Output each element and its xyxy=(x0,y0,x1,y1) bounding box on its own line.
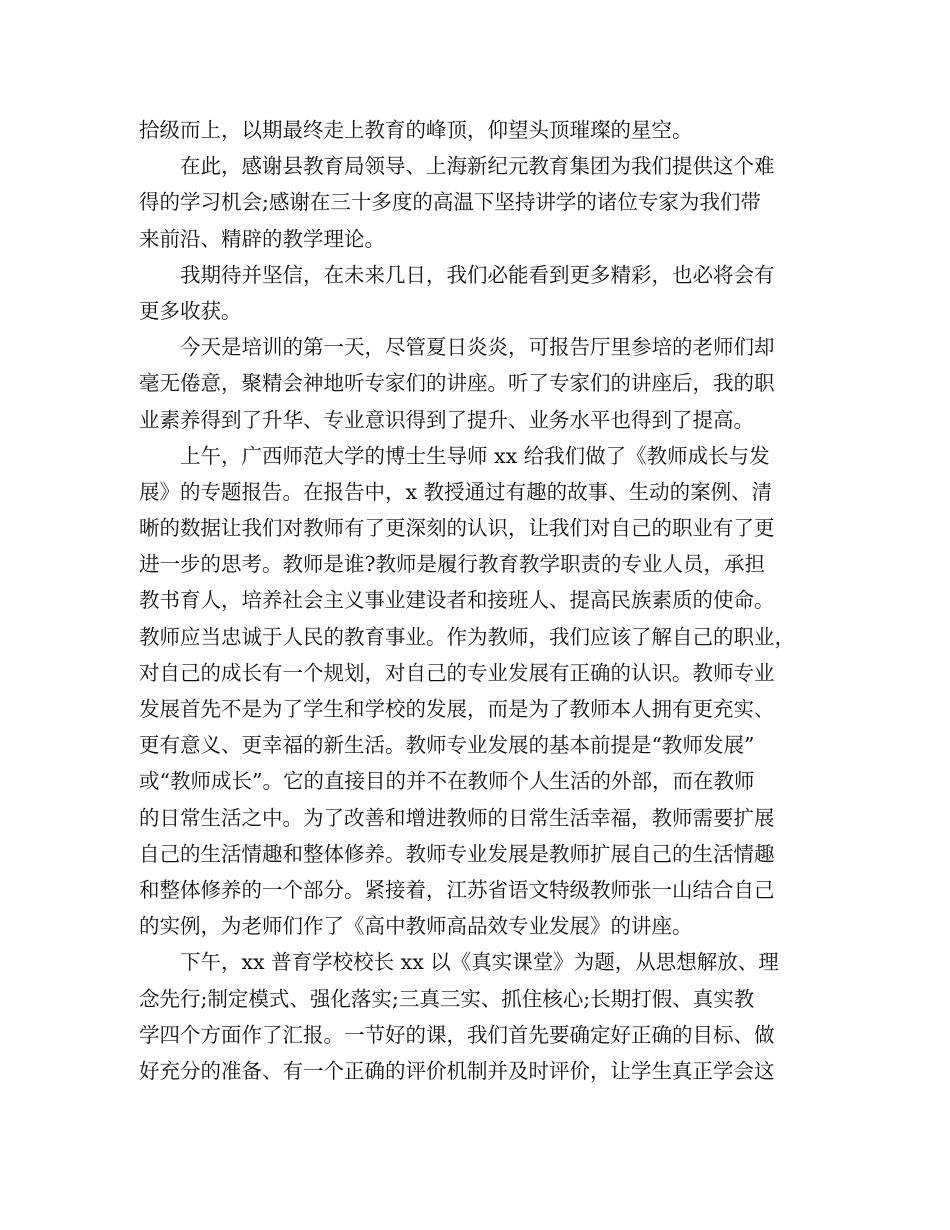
text-line: 学四个方面作了汇报。一节好的课，我们首先要确定好正确的目标、做 xyxy=(139,1022,775,1047)
text-line: 教书育人，培养社会主义事业建设者和接班人、提高民族素质的使命。 xyxy=(139,588,775,613)
document-body xyxy=(139,112,819,1089)
text-line: 毫无倦意，聚精会神地听专家们的讲座。听了专家们的讲座后，我的职 xyxy=(139,371,775,396)
paragraph-first-line: 在此，感谢县教育局领导、上海新纪元教育集团为我们提供这个难 xyxy=(180,154,775,179)
text-line: 更多收获。 xyxy=(139,298,242,323)
paragraph-first-line: 今天是培训的第一天，尽管夏日炎炎，可报告厅里参培的老师们却 xyxy=(180,335,775,360)
text-line: 好充分的准备、有一个正确的评价机制并及时评价，让学生真正学会这 xyxy=(139,1058,775,1083)
text-line: 念先行;制定模式、强化落实;三真三实、抓住核心;长期打假、真实教 xyxy=(139,986,755,1011)
text-line: 业素养得到了升华、专业意识得到了提升、业务水平也得到了提高。 xyxy=(139,407,754,432)
text-line: 进一步的思考。教师是谁?教师是履行教育教学职责的专业人员，承担 xyxy=(139,552,765,577)
text-line: 的日常生活之中。为了改善和增进教师的日常生活幸福，教师需要扩展 xyxy=(139,805,775,830)
text-line: 晰的数据让我们对教师有了更深刻的认识，让我们对自己的职业有了更 xyxy=(139,516,775,541)
text-line: 自己的生活情趣和整体修养。教师专业发展是教师扩展自己的生活情趣 xyxy=(139,841,775,866)
text-line: 展》的专题报告。在报告中，x 教授通过有趣的故事、生动的案例、清 xyxy=(139,479,773,504)
paragraph-first-line: 下午，xx 普育学校校长 xx 以《真实课堂》为题，从思想解放、理 xyxy=(180,950,779,975)
text-line: 或“教师成长”。它的直接目的并不在教师个人生活的外部，而在教师 xyxy=(139,769,755,794)
text-line: 来前沿、精辟的教学理论。 xyxy=(139,226,385,251)
paragraph-first-line: 上午，广西师范大学的博士生导师 xx 给我们做了《教师成长与发 xyxy=(180,443,770,468)
text-line: 和整体修养的一个部分。紧接着，江苏省语文特级教师张一山结合自己 xyxy=(139,877,775,902)
text-line: 的实例，为老师们作了《高中教师高品效专业发展》的讲座。 xyxy=(139,914,693,939)
text-line: 教师应当忠诚于人民的教育事业。作为教师，我们应该了解自己的职业， xyxy=(139,624,795,649)
text-line: 对自己的成长有一个规划，对自己的专业发展有正确的认识。教师专业 xyxy=(139,660,775,685)
text-line: 得的学习机会;感谢在三十多度的高温下坚持讲学的诸位专家为我们带 xyxy=(139,190,761,215)
text-line: 拾级而上，以期最终走上教育的峰顶，仰望头顶璀璨的星空。 xyxy=(139,118,693,142)
text-line: 更有意义、更幸福的新生活。教师专业发展的基本前提是“教师发展” xyxy=(139,733,755,758)
text-line: 发展首先不是为了学生和学校的发展，而是为了教师本人拥有更充实、 xyxy=(139,697,775,721)
paragraph-first-line: 我期待并坚信，在未来几日，我们必能看到更多精彩，也必将会有 xyxy=(180,262,775,287)
